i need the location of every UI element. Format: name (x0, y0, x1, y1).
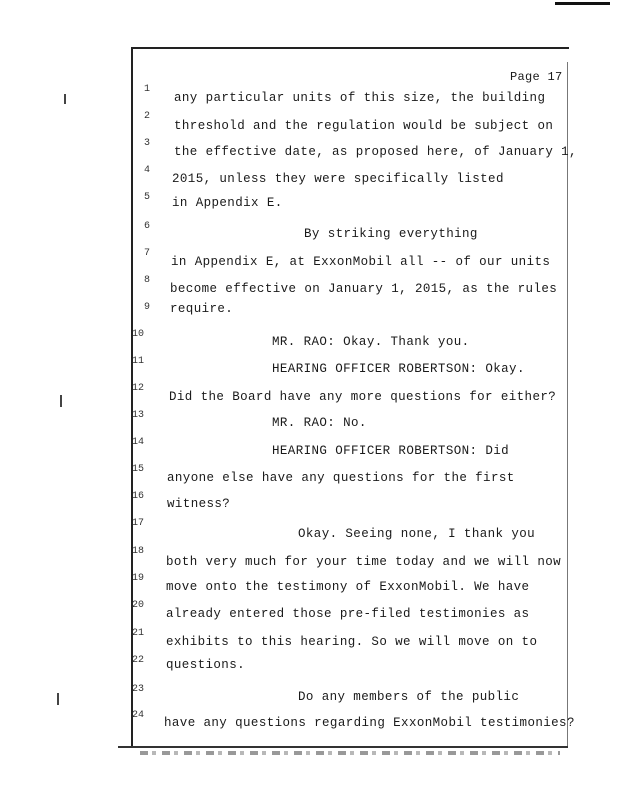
line-number: 20 (131, 600, 144, 611)
page-frame-top (131, 47, 569, 49)
line-number: 8 (143, 275, 150, 286)
line-number: 5 (143, 192, 150, 203)
line-number: 22 (131, 655, 144, 666)
transcript-line: the effective date, as proposed here, of January 1, (174, 145, 577, 159)
transcript-line: in Appendix E, at ExxonMobil all -- of our units (171, 255, 551, 269)
transcript-line: MR. RAO: Okay. Thank you. (272, 335, 470, 349)
line-number: 17 (131, 518, 144, 529)
punch-hole-mark (60, 395, 62, 407)
page-frame-left (131, 47, 133, 747)
transcript-line: have any questions regarding ExxonMobil testimonies? (164, 716, 575, 730)
line-number: 10 (131, 329, 144, 340)
punch-hole-mark (64, 94, 66, 104)
transcript-line: By striking everything (304, 227, 478, 241)
punch-hole-mark (57, 693, 59, 705)
transcript-line: require. (170, 302, 234, 316)
transcript-line: HEARING OFFICER ROBERTSON: Did (272, 444, 510, 458)
line-number: 11 (131, 356, 144, 367)
transcript-line: questions. (166, 658, 246, 672)
transcript-line: any particular units of this size, the building (174, 91, 546, 105)
transcript-line: Did the Board have any more questions for either? (169, 390, 557, 404)
page-frame-bottom (118, 746, 568, 748)
line-number: 14 (131, 437, 144, 448)
page-number: Page 17 (510, 70, 563, 84)
line-number: 1 (143, 84, 150, 95)
line-number: 23 (131, 684, 144, 695)
line-number: 24 (131, 710, 144, 721)
transcript-line: HEARING OFFICER ROBERTSON: Okay. (272, 362, 525, 376)
line-number: 15 (131, 464, 144, 475)
transcript-line: MR. RAO: No. (272, 416, 367, 430)
transcript-line: already entered those pre-filed testimonies as (166, 607, 530, 621)
transcript-line: threshold and the regulation would be subject on (174, 119, 554, 133)
transcript-line: Okay. Seeing none, I thank you (298, 527, 536, 541)
transcript-line: exhibits to this hearing. So we will move on to (166, 635, 538, 649)
line-number: 9 (143, 302, 150, 313)
line-number: 21 (131, 628, 144, 639)
scan-corner-mark (555, 2, 610, 5)
footer-scan-artifact (140, 751, 560, 755)
transcript-line: witness? (167, 497, 231, 511)
transcript-line: move onto the testimony of ExxonMobil. We have (166, 580, 530, 594)
line-number: 3 (143, 138, 150, 149)
transcript-line: in Appendix E. (172, 196, 283, 210)
line-number: 6 (143, 221, 150, 232)
line-number: 4 (143, 165, 150, 176)
line-number: 12 (131, 383, 144, 394)
line-number: 13 (131, 410, 144, 421)
transcript-line: Do any members of the public (298, 690, 520, 704)
transcript-line: both very much for your time today and we will now (166, 555, 562, 569)
line-number: 19 (131, 573, 144, 584)
transcript-line: anyone else have any questions for the first (167, 471, 515, 485)
page-frame-right (567, 62, 568, 747)
line-number: 7 (143, 248, 150, 259)
line-number: 16 (131, 491, 144, 502)
transcript-line: become effective on January 1, 2015, as the rules (170, 282, 558, 296)
line-number: 2 (143, 111, 150, 122)
transcript-line: 2015, unless they were specifically listed (172, 172, 504, 186)
line-number: 18 (131, 546, 144, 557)
